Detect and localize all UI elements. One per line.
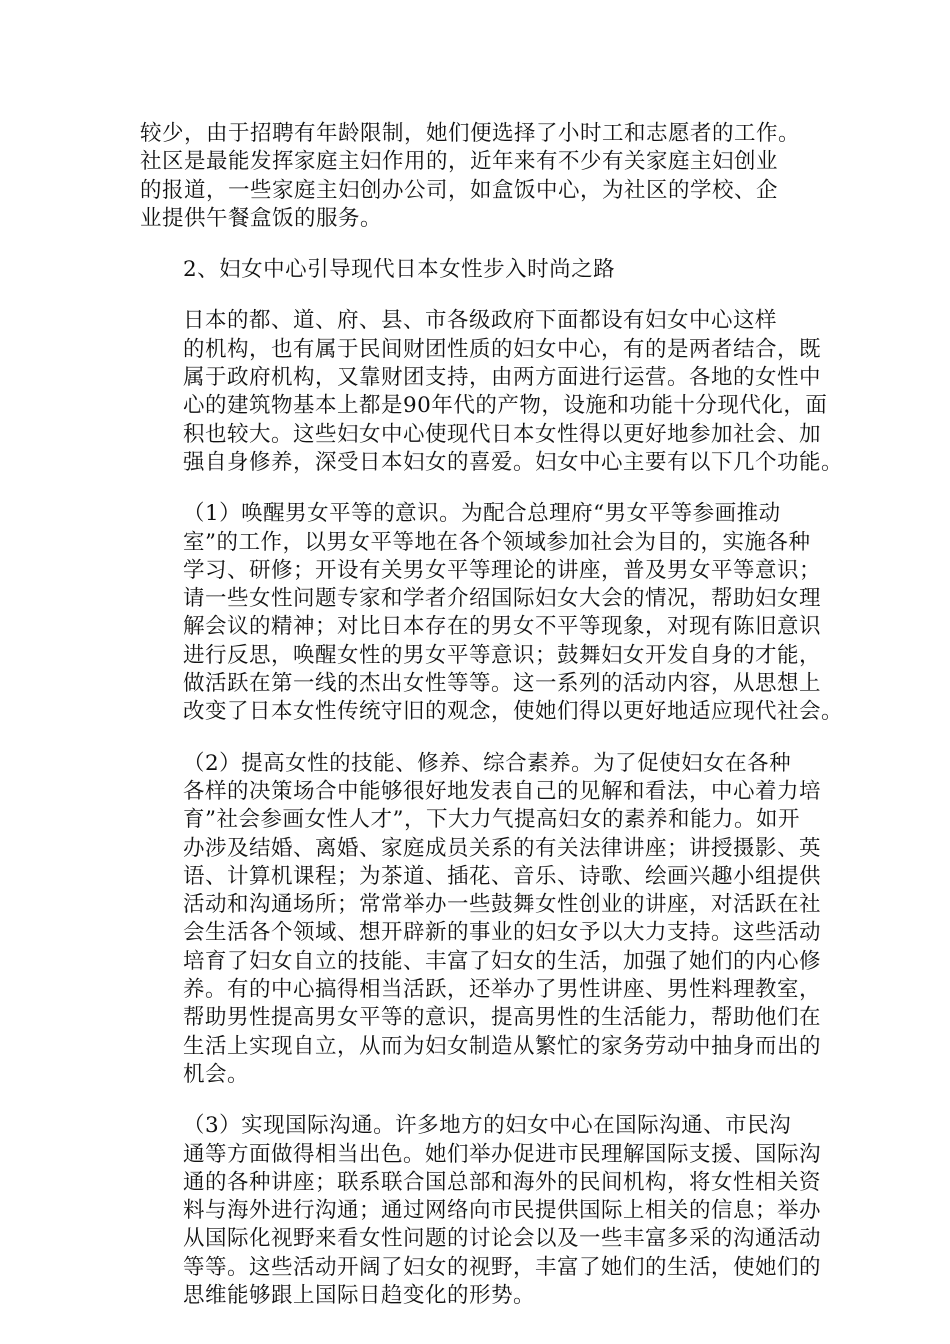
text-line: 思维能够跟上国际日趋变化的形势。 <box>183 1282 536 1308</box>
text-line: 的机构，也有属于民间财团性质的妇女中心，有的是两者结合，既 <box>183 336 822 362</box>
text-line: 改变了日本女性传统守旧的观念，使她们得以更好地适应现代社会。 <box>183 699 844 725</box>
text-line: 较少，由于招聘有年龄限制，她们便选择了小时工和志愿者的工作。 <box>140 121 801 146</box>
paragraph-function-1 <box>140 500 844 726</box>
text-line: 的报道，一些家庭主妇创办公司，如盒饭中心，为社区的学校、企 <box>140 177 779 203</box>
text-line: 2、妇女中心引导现代日本女性步入时尚之路 <box>183 257 616 283</box>
text-line: 生活上实现自立，从而为妇女制造从繁忙的家务劳动中抽身而出的 <box>183 1033 822 1059</box>
paragraph-section-heading <box>140 256 820 284</box>
text-line: 通等方面做得相当出色。她们举办促进市民理解国际支援、国际沟 <box>183 1141 822 1167</box>
text-line: （1）唤醒男女平等的意识。为配合总理府“男女平等参画推动 <box>183 501 781 527</box>
text-line: 属于政府机构，又靠财团支持，由两方面进行运营。各地的女性中 <box>183 365 822 391</box>
text-line: 积也较大。这些妇女中心使现代日本女性得以更好地参加社会、加 <box>183 421 822 447</box>
document-body <box>140 120 844 1333</box>
text-line: 心的建筑物基本上都是90年代的产物，设施和功能十分现代化，面 <box>183 393 828 419</box>
text-line: 帮助男性提高男女平等的意识，提高男性的生活能力，帮助他们在 <box>183 1005 822 1031</box>
text-line: 强自身修养，深受日本妇女的喜爱。妇女中心主要有以下几个功能。 <box>183 449 844 475</box>
text-line: 机会。 <box>183 1061 250 1087</box>
text-line: 日本的都、道、府、县、市各级政府下面都设有妇女中心这样 <box>183 308 778 334</box>
text-line: 活动和沟通场所；常常举办一些鼓舞女性创业的讲座，对活跃在社 <box>183 892 822 918</box>
paragraph-function-3 <box>140 1112 820 1310</box>
text-line: 业提供午餐盒饭的服务。 <box>140 205 383 231</box>
text-line: （3）实现国际沟通。许多地方的妇女中心在国际沟通、市民沟 <box>183 1113 792 1139</box>
text-line: 会生活各个领域、想开辟新的事业的妇女予以大力支持。这些活动 <box>183 920 822 946</box>
text-line: 室”的工作，以男女平等地在各个领域参加社会为目的，实施各种 <box>183 529 811 555</box>
text-line: 通的各种讲座；联系联合国总部和海外的民间机构，将女性相关资 <box>183 1169 822 1195</box>
text-line: 办涉及结婚、离婚、家庭成员关系的有关法律讲座；讲授摄影、英 <box>183 835 822 861</box>
text-line: 料与海外进行沟通；通过网络向市民提供国际上相关的信息；举办 <box>183 1198 822 1224</box>
text-line: 培育了妇女自立的技能、丰富了妇女的生活，加强了她们的内心修 <box>183 948 822 974</box>
text-line: （2）提高女性的技能、修养、综合素养。为了促使妇女在各种 <box>183 750 792 776</box>
text-line: 各样的决策场合中能够很好地发表自己的见解和看法，中心着力培 <box>183 778 822 804</box>
text-line: 请一些女性问题专家和学者介绍国际妇女大会的情况，帮助妇女理 <box>183 586 822 612</box>
text-line: 等等。这些活动开阔了妇女的视野，丰富了她们的生活，使她们的 <box>183 1254 822 1280</box>
text-line: 进行反思，唤醒女性的男女平等意识；鼓舞妇女开发自身的才能， <box>183 642 822 668</box>
text-line: 育”社会参画女性人才”，下大力气提高妇女的素养和能力。如开 <box>183 807 800 833</box>
paragraph-section-overview <box>140 307 844 477</box>
paragraph-function-2 <box>140 750 820 1090</box>
text-line: 做活跃在第一线的杰出女性等等。这一系列的活动内容，从思想上 <box>183 671 822 697</box>
text-line: 学习、研修；开设有关男女平等理论的讲座，普及男女平等意识； <box>183 557 822 583</box>
text-line: 从国际化视野来看女性问题的讨论会以及一些丰富多采的沟通活动 <box>183 1226 822 1252</box>
text-line: 语、计算机课程；为茶道、插花、音乐、诗歌、绘画兴趣小组提供 <box>183 863 822 889</box>
text-line: 解会议的精神；对比日本存在的男女不平等现象，对现有陈旧意识 <box>183 614 822 640</box>
text-line: 社区是最能发挥家庭主妇作用的，近年来有不少有关家庭主妇创业 <box>140 149 779 175</box>
text-line: 养。有的中心搞得相当活跃，还举办了男性讲座、男性料理教室， <box>183 977 822 1003</box>
paragraph-intro-continuation <box>140 120 820 233</box>
